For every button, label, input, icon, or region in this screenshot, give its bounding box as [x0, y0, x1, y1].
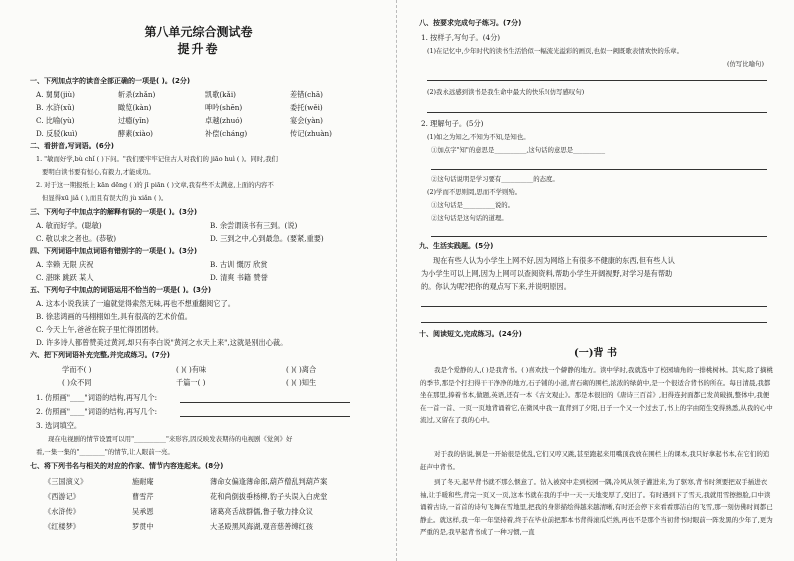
q8-subheading: 1. 按样子,写句子。(4分) [421, 33, 501, 42]
q4-option: B. 古训 慨厉 欣赏 [210, 260, 268, 269]
q6-idiom: ( )( )有味 [176, 365, 207, 374]
q1-option: 呻吟(shēn) [205, 103, 243, 112]
q1-option: 差错(chā) [290, 90, 323, 99]
q7-book: 《水浒传》 [44, 507, 80, 516]
q5-heading: 五、下列句子中加点的词语运用不恰当的一项是( )。(3分) [30, 286, 212, 294]
q2-line: 1. "敏而好学,bù chǐ ( )下问。"我们要牢牢记住古人对我们的 jiāo huì ( )。同时,我们 [36, 155, 278, 163]
q1-heading: 一、下列加点字的读音全部正确的一项是( )。(2分) [30, 77, 191, 85]
q6-idiom: 千篇一( ) [176, 378, 206, 387]
q1-option: A. 舅舅(jiù) [36, 90, 75, 99]
passage-paragraph: 我是个爱静的人,( )是我背书。( )喜欢找一个僻静的地方。读中学时,我就选中了校园墙角的一排桃树林。其实,除了摘桃的季节,那是个打扫得干干净净的地方,石子铺的小道,青石砌的围栏,浓浓的绿荫中,是一个很适合背书的所在。每日清晨,我都坐在那里,捧着书本,做题,英语,还有一本《古文观止》。那是本很旧的《唐诗三百首》,旧得连封面都已发黄破损,整体中,我便在一首一首、一页一页地背诵着它,在微风中我一直背到了夕阳,日子一个又一个过去了,书上的字由陌生变得熟悉,从我的心中流过,又留在了我的心中。 [420, 366, 773, 425]
q8-sentence: (1)在记忆中,少年时代的读书生活恰似一幅流光溢彩的画页,也似一阙既歌表情欢快的乐章。 [427, 47, 683, 55]
q4-heading: 四、下列词语中加点词语有错别字的一项是( )。(3分) [30, 247, 198, 255]
q1-option: D. 反驳(kuì) [36, 129, 78, 138]
q4-option: A. 幸赖 无限 庆祝 [36, 260, 94, 269]
q7-author: 罗贯中 [132, 522, 154, 531]
q7-plot: 花和尚倒拔垂杨柳,豹子头误入白虎堂 [210, 492, 328, 501]
q7-book: 《三国演义》 [44, 477, 88, 486]
answer-line [427, 80, 767, 81]
q6-idiom: 学而不( ) [62, 365, 92, 374]
passage-paragraph: 到了冬天,起早背书就不那么惬意了。钻入被窝中走到校园一隅,冷风从领子灌进来,为了驱寒,背书时须要把双手插进衣袖,让手暖和些,背完一页又一页,这本书就在我的手中一天一天地变厚了,变旧了。有时遇到下了雪天,我就用雪擦擦脸,口中读诵着古诗,一首首的诗句飞舞在雪地里,把我的身影描绘得越来越清晰,有时还会停下来看看那洁白的飞雪,那一刻仿佛时间都已静止。就这样,我一年一年坚持着,终于在毕业前把那本书背得滚瓜烂熟,再也不是那个当初背书时眼前一阵发黑的少年了,更为严重的是,我早起背书成了一种习惯,一直 [420, 478, 773, 537]
q7-author: 吴承恩 [132, 507, 154, 516]
q7-heading: 七、将下列书名与相关的对应的作家、情节内容连起来。(8分) [30, 462, 224, 470]
passage-paragraph: 对于我的倍说,倒是一开始很是优乱,它们又哼又跳,甚至跑起来用嘴顶我放在围栏上的课本,我只好拿起书本,在它们的追赶声中背书。 [420, 450, 770, 471]
q6-idiom: ( )众不同 [62, 378, 92, 387]
q7-book: 《西游记》 [44, 492, 80, 501]
q6-item: 3. 选词填空。 [36, 421, 82, 430]
q1-option: 凯歌(kǎi) [205, 90, 236, 99]
q3-option: C. 敬以求之者也。(恭敬) [36, 234, 117, 243]
answer-line [421, 306, 767, 307]
q9-heading: 九、生活实践题。(5分) [419, 242, 494, 250]
q8-task: ②这句话说明是学习要有__________的态度。 [431, 175, 559, 183]
q6-item: 现在电视剧的情节设置可以用"__________"来形容,因反映发表期待的电视剧《觉剑》好 [48, 435, 293, 443]
q3-option: A. 敏而好学。(聪敏) [36, 221, 102, 230]
q5-option: C. 今天上午,爸爸在院子里忙得团团转。 [36, 325, 164, 334]
answer-line [431, 169, 767, 170]
q1-option: C. 比喻(yù) [36, 116, 75, 125]
q6-item: 看,一集一集的"________"的情节,让人眼前一亮。 [36, 448, 174, 456]
q1-option: 瞰览(kàn) [118, 103, 152, 112]
q1-option: 卓越(zhuó) [205, 116, 243, 125]
q8-sentence: (2)我永远感到读书是我生命中最大的快乐!(仿写感叹句) [427, 88, 585, 96]
answer-line [421, 322, 767, 323]
q8-task: ②这句话是这句话的道理。 [431, 214, 508, 222]
q1-option: 宴会(yàn) [290, 116, 323, 125]
q10-heading: 十、阅读短文,完成练习。(24分) [419, 330, 522, 338]
q3-heading: 三、下列句子中加点字的解释有误的一项是( )。(3分) [30, 208, 198, 216]
q5-option: B. 徐悲鸿画的马栩栩如生,具有很高的艺术价值。 [36, 312, 192, 321]
q2-heading: 二、看拼音,写词语。(6分) [30, 142, 114, 150]
q8-note: (仿写比喻句) [727, 60, 764, 68]
q7-author: 施耐庵 [132, 477, 154, 486]
answer-line [180, 416, 350, 417]
answer-line [427, 112, 767, 113]
page-title: 第八单元综合测试卷 [144, 25, 253, 39]
q3-option: D. 三到之中,心到最急。(要紧,重要) [210, 234, 324, 243]
q2-line: 2. 对于这一期报纸上 kān dēng ( )的 jī piān ( )文章,我有些不太满意,上面的内容不 [36, 181, 274, 189]
q1-option: 过瘾(yǐn) [118, 116, 149, 125]
passage-title: (一)背 书 [574, 348, 617, 359]
q8-subheading: 2. 理解句子。(5分) [421, 119, 484, 128]
q4-option: C. 湛眯 跳跃 某人 [36, 273, 94, 282]
q1-option: 委托(wěi) [290, 103, 323, 112]
q6-item: 1. 仿照画"____"词语的结构,再写几个: [36, 393, 158, 402]
q9-line: 现在有些人认为小学生上网不好,因为网络上有很多不健康的东西,但有些人认 [433, 256, 675, 265]
q9-line: 的。你认为呢?把你的观点写下来,并说明原因。 [421, 282, 571, 291]
q7-book: 《红楼梦》 [44, 522, 80, 531]
q8-sentence: (2)学而不思则罔,思而不学则殆。 [427, 188, 522, 196]
q8-heading: 八、按要求完成句子练习。(7分) [419, 19, 522, 27]
q2-line: 要明白读书要有恒心,有毅力,才能成功。 [42, 168, 155, 176]
q1-option: 传记(zhuàn) [290, 129, 332, 138]
q9-line: 为小学生可以上网,因为上网可以查阅资料,帮助小学生开阔视野,对学习是有帮助 [421, 269, 673, 278]
q6-item: 2. 仿照画"____"词语的结构,再写几个: [36, 407, 158, 416]
q7-plot: 诸葛亮舌战群儒,鲁子敬力排众议 [210, 507, 313, 516]
q7-plot: 薄命女偏逢薄命郎,葫芦僧乱判葫芦案 [210, 477, 328, 486]
q6-idiom: ( )( )离合 [286, 365, 317, 374]
q1-option: 斩杀(zhǎn) [118, 90, 156, 99]
answer-line [180, 402, 350, 403]
q8-task: ①加点字"知"的意思是__________,这句话的意思是__________ [431, 146, 606, 154]
q6-heading: 六、把下列词语补充完整,并完成练习。(7分) [30, 351, 170, 359]
q5-option: A. 这本小说我读了一遍就觉得索然无味,再也不想重翻阅它了。 [36, 299, 235, 308]
q5-option: D. 许多诗人都曾赞美过黄河,却只有李白说"黄河之水天上来",这就是别出心裁。 [36, 338, 288, 347]
q8-task: ①这句话是__________说的。 [431, 201, 515, 209]
q1-option: B. 水浒(xǔ) [36, 103, 75, 112]
answer-line [431, 236, 767, 237]
q3-option: B. 余尝谓读书有三到。(说) [210, 221, 298, 230]
q7-plot: 大圣殴黑风海湖,观音慈善缚红孩 [210, 522, 313, 531]
q2-line: 但显得xū jiǎ ( ),而且有误大的 jù xiǎn ( )。 [42, 194, 168, 202]
q8-sentence: (1)如之为知之,不知为不知,是知也。 [427, 133, 530, 141]
q1-option: 补偿(cháng) [205, 129, 248, 138]
q6-idiom: ( )( )知生 [286, 378, 317, 387]
q1-option: 酵素(xiào) [118, 129, 153, 138]
q7-author: 曹雪芹 [132, 492, 154, 501]
page-subtitle: 提升卷 [177, 42, 220, 56]
q4-option: D. 清爽 书籍 赞誉 [210, 273, 268, 282]
